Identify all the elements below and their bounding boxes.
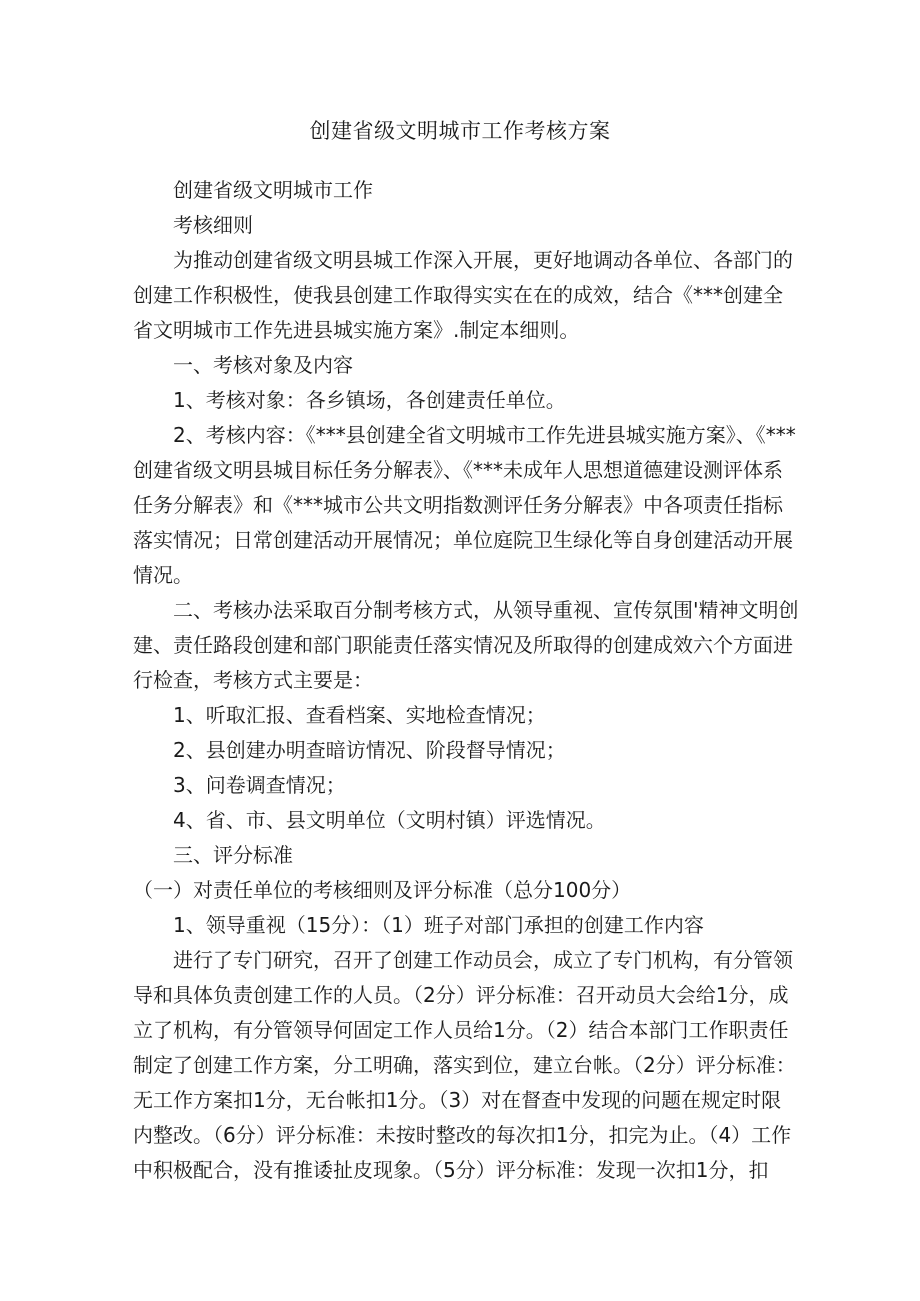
paragraph-content: 2、考核内容：《***县创建全省文明城市工作先进县城实施方案》、《***创建省级文明县城目标任务分解表》、《***未成年人思想道德建设测评体系任务分解表》和《***城市公共文明指数测评任务分解表》中各项责任指标落实情况；日常创建活动开展情况；单位庭院卫生绿化等自身创建活动开展情况。: [133, 423, 796, 587]
section-heading-1: 一、考核对象及内容: [173, 353, 353, 377]
subsection-heading: （一）对责任单位的考核细则及评分标准（总分100分）: [133, 878, 632, 902]
list-item-1: 1、听取汇报、查看档案、实地检查情况；: [173, 703, 546, 727]
paragraph-target: 1、考核对象：各乡镇场，各创建责任单位。: [173, 388, 566, 412]
section-heading-2: 二、考核办法采取百分制考核方式，从领导重视、宣传氛围'精神文明创建、责任路段创建和部门职能责任落实情况及所取得的创建成效六个方面进行检查，考核方式主要是：: [133, 598, 799, 692]
list-item-2: 2、县创建办明查暗访情况、阶段督导情况；: [173, 738, 566, 762]
criteria-heading: 1、领导重视（15分）：（1）班子对部门承担的创建工作内容: [173, 913, 704, 937]
paragraph-heading-line-1: 创建省级文明城市工作: [173, 178, 373, 202]
section-heading-3: 三、评分标准: [173, 843, 293, 867]
document-body: [133, 173, 801, 1188]
paragraph-criteria: 进行了专门研究，召开了创建工作动员会，成立了专门机构，有分管领导和具体负责创建工作的人员。（2分）评分标准：召开动员大会给1分，成立了机构，有分管领导何固定工作人员给1分。（2）结合本部门工作职责任制定了创建工作方案，分工明确，落实到位，建立台帐。（2分）评分标准：无工作方案扣1分，无台帐扣1分。（3）对在督查中发现的问题在规定时限内整改。（6分）评分标准：未按时整改的每次扣1分，扣完为止。（4）工作中积极配合，没有推诿扯皮现象。（5分）评分标准：发现一次扣1分，扣: [133, 948, 796, 1182]
paragraph-heading-line-2: 考核细则: [173, 213, 253, 237]
paragraph-intro: 为推动创建省级文明县城工作深入开展，更好地调动各单位、各部门的创建工作积极性，使我县创建工作取得实实在在的成效，结合《***创建全省文明城市工作先进县城实施方案》.制定本细则。: [133, 248, 793, 342]
list-item-3: 3、问卷调查情况；: [173, 773, 346, 797]
document-title: 创建省级文明城市工作考核方案: [309, 119, 611, 143]
list-item-4: 4、省、市、县文明单位（文明村镇）评选情况。: [173, 808, 606, 832]
